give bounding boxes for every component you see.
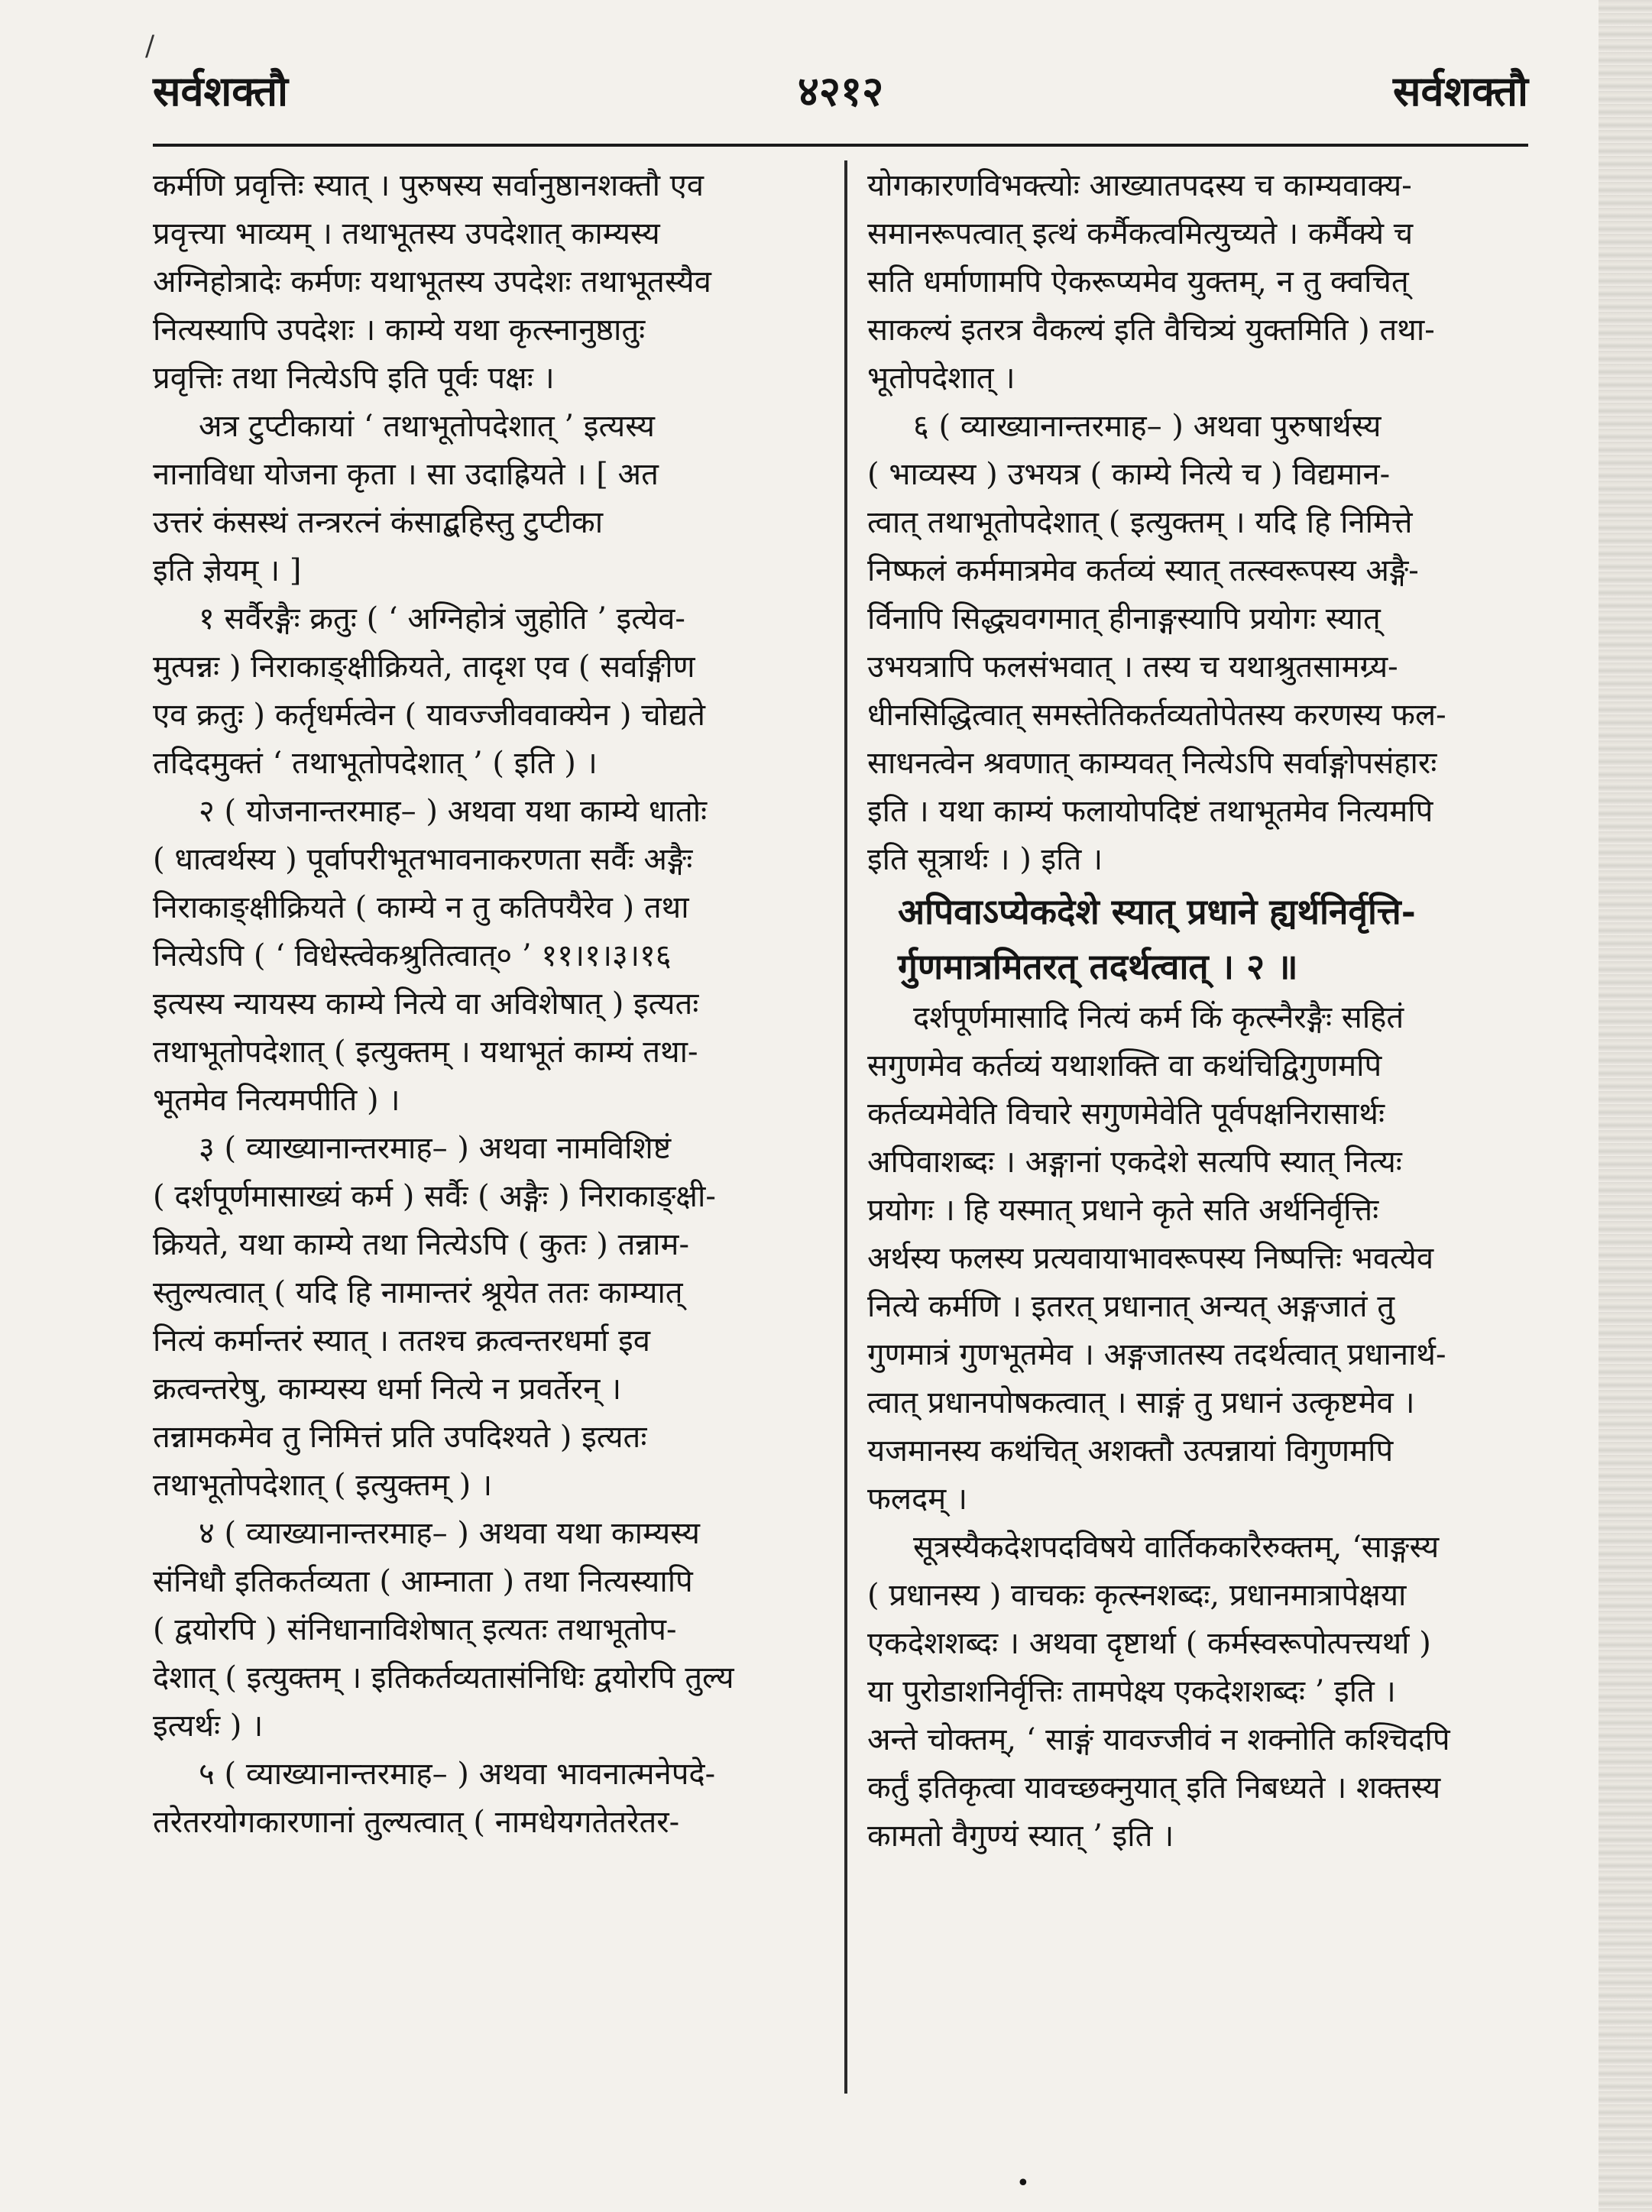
text-line: ( भाव्यस्य ) उभयत्र ( काम्ये नित्ये च ) विद्यमान- [867, 457, 1391, 492]
text-line: तदिदमुक्तं ‘ तथाभूतोपदेशात् ’ ( इति ) । [153, 746, 598, 781]
text-line: नित्यस्यापि उपदेशः । काम्ये यथा कृत्स्नानुष्ठातुः [153, 313, 646, 348]
text-line: निष्फलं कर्ममात्रमेव कर्तव्यं स्यात् तत्स्वरूपस्य अङ्गै- [867, 553, 1419, 588]
margin-mark: / [145, 31, 155, 62]
text-line: कामतो वैगुण्यं स्यात् ’ इति । [867, 1819, 1174, 1854]
page-number: ४२१२ [797, 66, 884, 115]
text-line: ४ ( व्याख्यानान्तरमाह– ) अथवा यथा काम्यस्य [199, 1516, 700, 1551]
text-line: ( प्रधानस्य ) वाचकः कृत्स्नशब्दः, प्रधानमात्रापेक्षया [867, 1578, 1407, 1613]
text-line: उभयत्रापि फलसंभवात् । तस्य च यथाश्रुतसामग्र्य- [867, 649, 1398, 685]
text-line: र्विनापि सिद्ध्यवगमात् हीनाङ्गस्यापि प्रयोगः स्यात् [867, 601, 1381, 636]
text-line: सति धर्माणामपि ऐकरूप्यमेव युक्तम्, न तु क्वचित् [867, 264, 1409, 300]
header-rule [153, 144, 1528, 147]
text-line: ५ ( व्याख्यानान्तरमाह– ) अथवा भावनात्मनेपदे- [199, 1757, 716, 1792]
text-line: साकल्यं इतरत्र वैकल्यं इति वैचित्र्यं युक्तमिति ) तथा- [867, 313, 1435, 348]
sutra-line: र्गुणमात्रमितरत् तदर्थत्वात् । २ ॥ [898, 946, 1298, 987]
text-line: क्रत्वन्तरेषु, काम्यस्य धर्मा नित्ये न प्रवर्तेरन् । [153, 1372, 622, 1407]
text-line: फलदम् । [867, 1482, 967, 1517]
text-line: मुत्पन्नः ) निराकाङ्क्षीक्रियते, तादृश एव ( सर्वाङ्गीण [153, 649, 695, 685]
text-line: या पुरोडाशनिर्वृत्तिः तामपेक्ष्य एकदेशशब्दः ’ इति । [867, 1674, 1396, 1709]
text-line: तथाभूतोपदेशात् ( इत्युक्तम् ) । [153, 1468, 493, 1503]
text-line: उत्तरं कंसस्थं तन्त्ररत्नं कंसाद्बहिस्तु टुप्टीका [153, 505, 604, 540]
text-line: तथाभूतोपदेशात् ( इत्युक्तम् । यथाभूतं काम्यं तथा- [153, 1035, 698, 1070]
text-line: नित्यं कर्मान्तरं स्यात् । ततश्च क्रत्वन्तरधर्मा इव [153, 1323, 651, 1359]
text-line: सूत्रस्यैकदेशपदविषये वार्तिककारैरुक्तम्, ‘साङ्गस्य [913, 1530, 1440, 1565]
text-line: नानाविधा योजना कृता । सा उदाह्रियते । [ अत [153, 457, 659, 492]
text-line: तरेतरयोगकारणानां तुल्यत्वात् ( नामधेयगतेतरेतर- [153, 1805, 680, 1840]
text-line: १ सर्वैरङ्गैः क्रतुः ( ‘ अग्निहोत्रं जुहोति ’ इत्येव- [199, 601, 685, 636]
text-line: अर्थस्य फलस्य प्रत्यवायाभावरूपस्य निष्पत्तिः भवत्येव [867, 1241, 1434, 1276]
text-line: प्रवृत्तिः तथा नित्येऽपि इति पूर्वः पक्षः । [153, 361, 555, 396]
text-line: २ ( योजनान्तरमाह– ) अथवा यथा काम्ये धातोः [199, 794, 708, 829]
text-line: देशात् ( इत्युक्तम् । इतिकर्तव्यतासंनिधिः द्वयोरपि तुल्य [153, 1660, 734, 1695]
running-head-right: सर्वशक्तौ [1393, 66, 1528, 115]
text-line: ( धात्वर्थस्य ) पूर्वापरीभूतभावनाकरणता सर्वैः अङ्गैः [153, 842, 693, 877]
text-line: भूतमेव नित्यमपीति ) । [153, 1083, 400, 1118]
text-line: भूतोपदेशात् । [867, 361, 1015, 396]
footer-mark: • [1016, 2170, 1030, 2197]
text-line: अग्निहोत्रादेः कर्मणः यथाभूतस्य उपदेशः तथाभूतस्यैव [153, 264, 711, 300]
text-line: त्वात् तथाभूतोपदेशात् ( इत्युक्तम् । यदि हि निमित्ते [867, 505, 1413, 540]
text-line: नित्येऽपि ( ‘ विधेस्त्वेकश्रुतित्वात्० ’ ११।१।३।१६ [153, 938, 672, 973]
text-line: दर्शपूर्णमासादि नित्यं कर्म किं कृत्स्नैरङ्गैः सहितं [913, 1000, 1404, 1035]
text-line: स्तुल्यत्वात् ( यदि हि नामान्तरं श्रूयेत ततः काम्यात् [153, 1275, 683, 1310]
text-line: अपिवाशब्दः । अङ्गानां एकदेशे सत्यपि स्यात् नित्यः [867, 1145, 1402, 1180]
text-line: कर्तुं इतिकृत्वा यावच्छक्नुयात् इति निबध्यते । शक्तस्य [867, 1770, 1441, 1806]
right-column [867, 162, 1540, 1861]
text-line: अन्ते चोक्तम्, ‘ साङ्गं यावज्जीवं न शक्नोति कश्चिदपि [867, 1722, 1450, 1757]
text-line: कर्तव्यमेवेति विचारे सगुणमेवेति पूर्वपक्षनिरासार्थः [867, 1096, 1385, 1132]
text-line: इति । यथा काम्यं फलायोपदिष्टं तथाभूतमेव नित्यमपि [867, 794, 1433, 829]
text-line: कर्मणि प्रवृत्तिः स्यात् । पुरुषस्य सर्वानुष्ठानशक्तौ एव [153, 168, 705, 203]
text-line: इत्यस्य न्यायस्य काम्ये नित्ये वा अविशेषात् ) इत्यतः [153, 986, 699, 1022]
text-line: एव क्रतुः ) कर्तृधर्मत्वेन ( यावज्जीववाक्येन ) चोद्यते [153, 698, 705, 733]
page-edge-shadow [1599, 0, 1652, 2212]
text-line: संनिधौ इतिकर्तव्यता ( आम्नाता ) तथा नित्यस्यापि [153, 1564, 693, 1599]
text-line: साधनत्वेन श्रवणात् काम्यवत् नित्येऽपि सर्वाङ्गोपसंहारः [867, 746, 1437, 781]
text-line: नित्ये कर्मणि । इतरत् प्रधानात् अन्यत् अङ्गजातं तु [867, 1289, 1395, 1324]
text-line: ( दर्शपूर्णमासाख्यं कर्म ) सर्वैः ( अङ्गैः ) निराकाङ्क्षी- [153, 1179, 716, 1214]
text-line: त्वात् प्रधानपोषकत्वात् । साङ्गं तु प्रधानं उत्कृष्टमेव । [867, 1385, 1415, 1420]
text-line: धीनसिद्धित्वात् समस्तेतिकर्तव्यतोपेतस्य करणस्य फल- [867, 698, 1446, 733]
text-line: समानरूपत्वात् इत्थं कर्मैकत्वमित्युच्यते । कर्मैक्ये च [867, 216, 1414, 251]
column-divider [844, 160, 847, 2094]
text-line: निराकाङ्क्षीक्रियते ( काम्ये न तु कतिपयैरेव ) तथा [153, 890, 689, 925]
text-line: ६ ( व्याख्यानान्तरमाह– ) अथवा पुरुषार्थस्य [913, 409, 1382, 444]
text-line: क्रियते, यथा काम्ये तथा नित्येऽपि ( कुतः ) तन्नाम- [153, 1227, 689, 1262]
text-line: गुणमात्रं गुणभूतमेव । अङ्गजातस्य तदर्थत्वात् प्रधानार्थ- [867, 1337, 1446, 1372]
text-line: इति ज्ञेयम् । ] [153, 553, 302, 588]
text-line: प्रवृत्त्या भाव्यम् । तथाभूतस्य उपदेशात् काम्यस्य [153, 216, 660, 251]
text-line: एकदेशशब्दः । अथवा दृष्टार्था ( कर्मस्वरूपोत्पत्त्यर्था ) [867, 1626, 1431, 1661]
text-line: अत्र टुप्टीकायां ‘ तथाभूतोपदेशात् ’ इत्यस्य [199, 409, 656, 444]
sutra-line: अपिवाऽप्येकदेशे स्यात् प्रधाने ह्यर्थनिर्वृत्ति- [898, 891, 1416, 932]
text-line: प्रयोगः । हि यस्मात् प्रधाने कृते सति अर्थनिर्वृत्तिः [867, 1193, 1379, 1228]
running-header [153, 61, 1528, 130]
text-line: योगकारणविभक्त्योः आख्यातपदस्य च काम्यवाक्य- [867, 168, 1412, 203]
text-line: तन्नामकमेव तु निमित्तं प्रति उपदिश्यते ) इत्यतः [153, 1420, 647, 1455]
text-line: यजमानस्य कथंचित् अशक्तौ उत्पन्नायां विगुणमपि [867, 1433, 1394, 1469]
text-line: सगुणमेव कर्तव्यं यथाशक्ति वा कथंचिद्विगुणमपि [867, 1048, 1382, 1083]
left-column [153, 162, 825, 1847]
text-line: इति सूत्रार्थः । ) इति । [867, 842, 1103, 877]
text-line: ३ ( व्याख्यानान्तरमाह– ) अथवा नामविशिष्टं [199, 1131, 672, 1166]
text-line: ( द्वयोरपि ) संनिधानाविशेषात् इत्यतः तथाभूतोप- [153, 1612, 677, 1647]
running-head-left: सर्वशक्तौ [153, 66, 288, 115]
text-line: इत्यर्थः ) । [153, 1708, 264, 1744]
